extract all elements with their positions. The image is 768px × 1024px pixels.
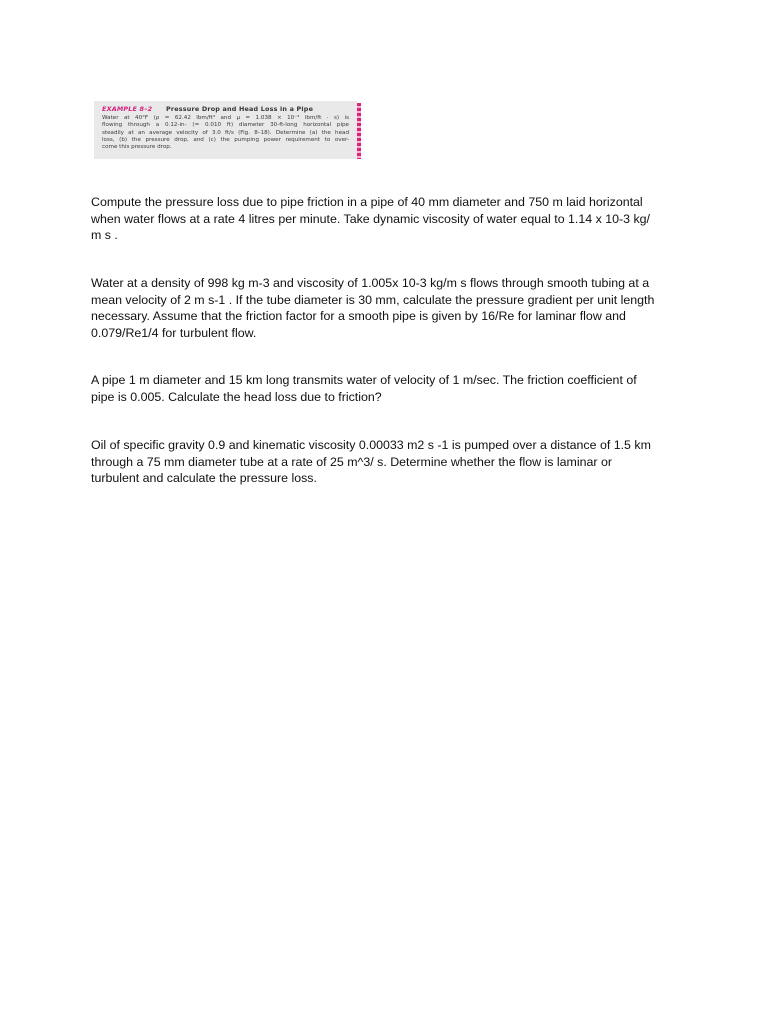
example-body (102, 115, 349, 151)
text-line: 0.079/Re1/4 for turbulent flow. (91, 325, 257, 340)
example-line: Water at 40°F (ρ = 62.42 lbm/ft³ and μ = 1.038 × 10⁻³ lbm/ft · s) is (102, 115, 349, 121)
example-line: steadily at an average velocity of 3.0 ft/s (Fig. 8–18). Determine (a) the head (102, 129, 349, 136)
text-line: turbulent and calculate the pressure loss. (91, 471, 317, 485)
example-margin-strip (357, 103, 361, 159)
text-line: A pipe 1 m diameter and 15 km long transmits water of velocity of 1 m/sec. The friction coefficient of (91, 373, 637, 387)
text-line: mean velocity of 2 m s-1 . If the tube diameter is 30 mm, calculate the pressure gradient per unit length (91, 292, 655, 307)
text-line: m s . (91, 228, 118, 242)
text-line: when water flows at a rate 4 litres per minute. Take dynamic viscosity of water equal to 1.14 x 10-3 kg/ (91, 211, 650, 226)
text-line: Compute the pressure loss due to pipe friction in a pipe of 40 mm diameter and 750 m laid horizontal (91, 195, 643, 209)
example-title: Pressure Drop and Head Loss in a Pipe (166, 105, 314, 113)
text-line: Water at a density of 998 kg m-3 and viscosity of 1.005x 10-3 kg/m s flows through smooth tubing at a (91, 276, 650, 290)
problem-paragraph-1 (91, 194, 681, 244)
problem-paragraph-2 (91, 275, 681, 341)
text-line: necessary. Assume that the friction factor for a smooth pipe is given by 16/Re for laminar flow and (91, 309, 626, 323)
example-line: come this pressure drop. (102, 144, 172, 151)
example-header (102, 105, 349, 113)
example-label: EXAMPLE 8–2 (102, 105, 153, 113)
problem-paragraph-4 (91, 437, 681, 487)
text-line: through a 75 mm diameter tube at a rate of 25 m^3/ s. Determine whether the flow is laminar or (91, 454, 612, 469)
example-snippet-image (94, 101, 357, 159)
text-line: Oil of specific gravity 0.9 and kinematic viscosity 0.00033 m2 s -1 is pumped over a distance of 1.5 km (91, 438, 651, 452)
example-line: loss, (b) the pressure drop, and (c) the pumping power requirement to over- (102, 136, 349, 143)
problem-paragraph-3 (91, 372, 681, 405)
example-line: flowing through a 0.12-in- (= 0.010 ft) diameter 30-ft-long horizontal pipe (102, 122, 349, 129)
text-line: pipe is 0.005. Calculate the head loss due to friction? (91, 389, 382, 404)
